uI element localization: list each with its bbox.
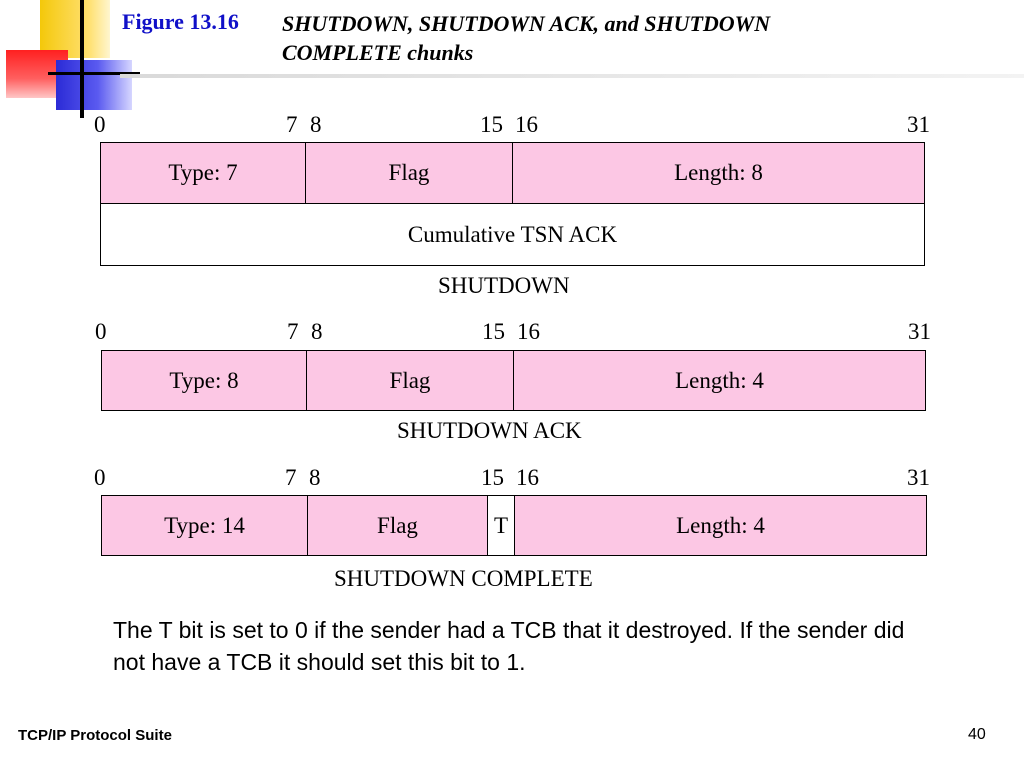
shutdown-complete-t-bit-field: T xyxy=(487,495,515,556)
bit-label-15: 15 xyxy=(482,319,505,344)
shutdown-complete-flag-field: Flag xyxy=(307,495,488,556)
bit-label-0: 0 xyxy=(94,112,106,137)
page-number: 40 xyxy=(968,726,986,743)
shutdown-type-field: Type: 7 xyxy=(100,142,306,204)
shutdown-complete-type-field: Type: 14 xyxy=(101,495,308,556)
bit-label-7: 7 xyxy=(285,465,297,490)
t-bit-note: The T bit is set to 0 if the sender had a TCB that it destroyed. If the sender did not have a TCB it should set this bit to 1. xyxy=(113,617,905,675)
shutdown-complete-caption: SHUTDOWN COMPLETE xyxy=(334,566,593,591)
bit-label-31: 31 xyxy=(907,465,930,490)
shutdown-complete-length-field: Length: 4 xyxy=(514,495,927,556)
bit-label-0: 0 xyxy=(95,319,107,344)
logo-blue-square xyxy=(56,60,132,110)
bit-label-15: 15 xyxy=(481,465,504,490)
shutdown-flag-field: Flag xyxy=(305,142,513,204)
bit-label-16: 16 xyxy=(517,319,540,344)
figure-title-line2: COMPLETE chunks xyxy=(282,40,474,65)
logo-vertical-line xyxy=(80,0,84,118)
shutdown-length-field: Length: 8 xyxy=(512,142,925,204)
shutdown-ack-type-field: Type: 8 xyxy=(101,350,307,411)
bit-label-15: 15 xyxy=(480,112,503,137)
bit-label-16: 16 xyxy=(516,465,539,490)
bit-label-7: 7 xyxy=(287,319,299,344)
title-rule xyxy=(120,74,1024,78)
bit-label-8: 8 xyxy=(311,319,323,344)
shutdown-ack-flag-field: Flag xyxy=(306,350,514,411)
shutdown-ack-length-field: Length: 4 xyxy=(513,350,926,411)
figure-title-line1: SHUTDOWN, SHUTDOWN ACK, and SHUTDOWN xyxy=(282,11,771,36)
figure-title xyxy=(282,9,770,67)
footer-title: TCP/IP Protocol Suite xyxy=(18,727,172,744)
bit-label-31: 31 xyxy=(908,319,931,344)
bit-label-7: 7 xyxy=(286,112,298,137)
shutdown-cumulative-tsn-field: Cumulative TSN ACK xyxy=(100,203,925,266)
bit-label-8: 8 xyxy=(310,112,322,137)
bit-label-0: 0 xyxy=(94,465,106,490)
shutdown-ack-caption: SHUTDOWN ACK xyxy=(397,418,582,443)
figure-label: Figure 13.16 xyxy=(122,9,239,34)
shutdown-caption: SHUTDOWN xyxy=(438,273,570,298)
bit-label-8: 8 xyxy=(309,465,321,490)
bit-label-16: 16 xyxy=(515,112,538,137)
bit-label-31: 31 xyxy=(907,112,930,137)
